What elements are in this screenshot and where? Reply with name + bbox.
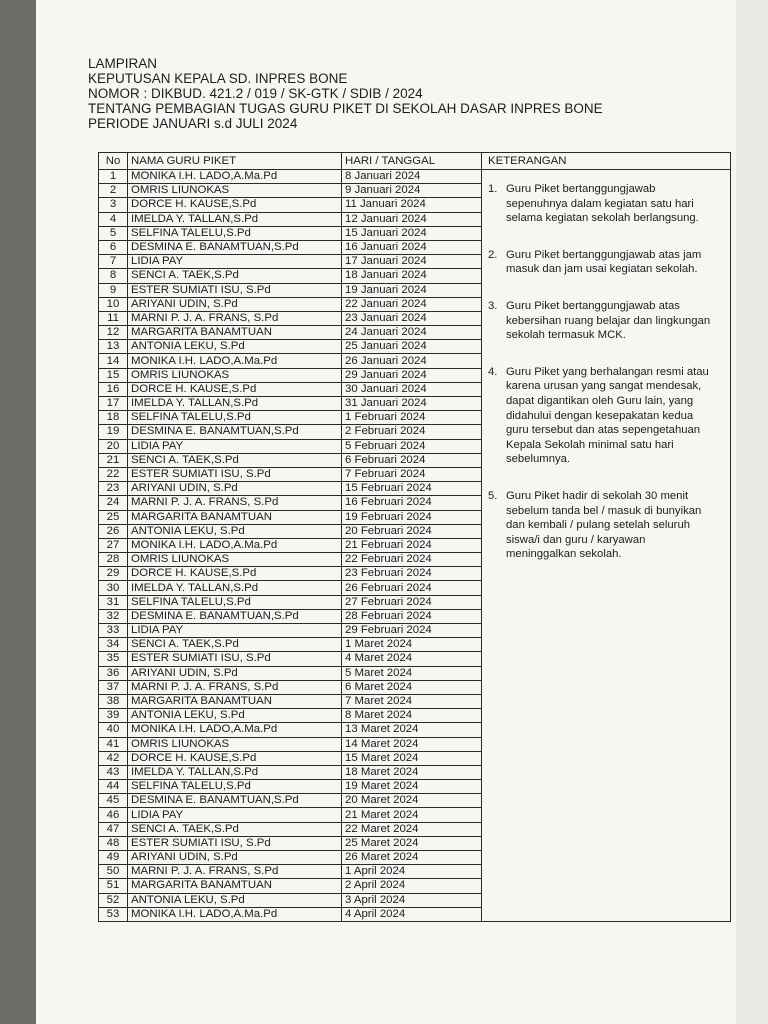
cell-nama: MONIKA I.H. LADO,A.Ma.Pd	[128, 723, 342, 737]
cell-nama: IMELDA Y. TALLAN,S.Pd	[128, 397, 342, 411]
cell-nama: MONIKA I.H. LADO,A.Ma.Pd	[128, 170, 342, 184]
cell-nama: ESTER SUMIATI ISU, S.Pd	[128, 652, 342, 666]
keterangan-number: 2.	[488, 248, 498, 261]
cell-no: 39	[99, 709, 128, 723]
document-header	[88, 56, 728, 131]
cell-tanggal: 22 Februari 2024	[342, 553, 482, 567]
cell-no: 53	[99, 907, 128, 921]
cell-tanggal: 2 Februari 2024	[342, 425, 482, 439]
cell-no: 21	[99, 453, 128, 467]
cell-nama: MARGARITA BANAMTUAN	[128, 694, 342, 708]
cell-nama: DORCE H. KAUSE,S.Pd	[128, 198, 342, 212]
cell-tanggal: 26 Februari 2024	[342, 581, 482, 595]
cell-nama: SELFINA TALELU,S.Pd	[128, 595, 342, 609]
header-keputusan: KEPUTUSAN KEPALA SD. INPRES BONE	[88, 71, 348, 86]
keterangan-text: Guru Piket hadir di sekolah 30 menit sebelum tanda bel / masuk di bunyikan dan kembali / pulang setelah seluruh siswa/i dan guru / karyawan meninggalkan sekolah.	[506, 489, 702, 561]
cell-no: 19	[99, 425, 128, 439]
cell-no: 14	[99, 354, 128, 368]
cell-nama: SENCI A. TAEK,S.Pd	[128, 822, 342, 836]
cell-no: 16	[99, 382, 128, 396]
cell-no: 4	[99, 212, 128, 226]
schedule-table	[98, 152, 731, 922]
cell-no: 28	[99, 553, 128, 567]
cell-tanggal: 7 Februari 2024	[342, 467, 482, 481]
cell-nama: OMRIS LIUNOKAS	[128, 553, 342, 567]
keterangan-text: Guru Piket bertanggungjawab atas jam masuk dan jam usai kegiatan sekolah.	[506, 248, 702, 276]
cell-no: 22	[99, 467, 128, 481]
keterangan-text: Guru Piket bertanggungjawab sepenuhnya dalam kegiatan satu hari selama kegiatan sekolah berlangsung.	[506, 183, 699, 225]
cell-no: 8	[99, 269, 128, 283]
cell-tanggal: 5 Februari 2024	[342, 439, 482, 453]
cell-nama: SENCI A. TAEK,S.Pd	[128, 638, 342, 652]
cell-no: 38	[99, 694, 128, 708]
cell-tanggal: 26 Maret 2024	[342, 851, 482, 865]
cell-no: 47	[99, 822, 128, 836]
cell-no: 15	[99, 368, 128, 382]
cell-nama: OMRIS LIUNOKAS	[128, 184, 342, 198]
cell-tanggal: 4 Maret 2024	[342, 652, 482, 666]
keterangan-text: Guru Piket yang berhalangan resmi atau karena urusan yang sangat mendesak, dapat digantikan oleh Guru lain, yang didahului dengan kesepakatan kedua guru tersebut dan atas sepengetahuan Kepala Sekolah minimal satu hari sebelumnya.	[506, 365, 709, 466]
cell-no: 40	[99, 723, 128, 737]
cell-tanggal: 26 Januari 2024	[342, 354, 482, 368]
cell-no: 20	[99, 439, 128, 453]
cell-nama: MARGARITA BANAMTUAN	[128, 326, 342, 340]
keterangan-item	[488, 248, 724, 277]
cell-nama: DESMINA E. BANAMTUAN,S.Pd	[128, 794, 342, 808]
cell-nama: LIDIA PAY	[128, 439, 342, 453]
keterangan-number: 1.	[488, 183, 498, 195]
header-lampiran: LAMPIRAN	[88, 56, 158, 71]
cell-nama: DORCE H. KAUSE,S.Pd	[128, 751, 342, 765]
cell-no: 44	[99, 780, 128, 794]
cell-no: 31	[99, 595, 128, 609]
cell-nama: IMELDA Y. TALLAN,S.Pd	[128, 212, 342, 226]
cell-tanggal: 29 Februari 2024	[342, 624, 482, 638]
cell-tanggal: 12 Januari 2024	[342, 212, 482, 226]
cell-nama: ARIYANI UDIN, S.Pd	[128, 297, 342, 311]
cell-no: 43	[99, 765, 128, 779]
cell-no: 33	[99, 624, 128, 638]
cell-tanggal: 1 Februari 2024	[342, 411, 482, 425]
cell-no: 6	[99, 240, 128, 254]
schedule-table-body	[99, 170, 731, 922]
cell-nama: SENCI A. TAEK,S.Pd	[128, 453, 342, 467]
cell-tanggal: 24 Januari 2024	[342, 326, 482, 340]
cell-no: 32	[99, 609, 128, 623]
cell-nama: SENCI A. TAEK,S.Pd	[128, 269, 342, 283]
header-tentang: TENTANG PEMBAGIAN TUGAS GURU PIKET DI SEKOLAH DASAR INPRES BONE	[88, 101, 603, 116]
cell-tanggal: 15 Februari 2024	[342, 482, 482, 496]
cell-tanggal: 8 Januari 2024	[342, 170, 482, 184]
cell-nama: ANTONIA LEKU, S.Pd	[128, 709, 342, 723]
cell-tanggal: 18 Januari 2024	[342, 269, 482, 283]
cell-tanggal: 27 Februari 2024	[342, 595, 482, 609]
cell-tanggal: 1 April 2024	[342, 865, 482, 879]
cell-tanggal: 9 Januari 2024	[342, 184, 482, 198]
cell-tanggal: 20 Februari 2024	[342, 524, 482, 538]
cell-no: 18	[99, 411, 128, 425]
keterangan-list	[488, 182, 724, 562]
cell-no: 25	[99, 510, 128, 524]
cell-no: 29	[99, 567, 128, 581]
cell-nama: LIDIA PAY	[128, 624, 342, 638]
cell-nama: OMRIS LIUNOKAS	[128, 368, 342, 382]
cell-tanggal: 6 Maret 2024	[342, 680, 482, 694]
cell-no: 7	[99, 255, 128, 269]
cell-tanggal: 13 Maret 2024	[342, 723, 482, 737]
cell-no: 51	[99, 879, 128, 893]
table-row	[99, 170, 731, 184]
cell-nama: LIDIA PAY	[128, 808, 342, 822]
cell-no: 1	[99, 170, 128, 184]
cell-tanggal: 1 Maret 2024	[342, 638, 482, 652]
cell-no: 23	[99, 482, 128, 496]
cell-tanggal: 25 Januari 2024	[342, 340, 482, 354]
keterangan-number: 5.	[488, 489, 498, 502]
cell-tanggal: 23 Februari 2024	[342, 567, 482, 581]
cell-no: 3	[99, 198, 128, 212]
cell-nama: DESMINA E. BANAMTUAN,S.Pd	[128, 425, 342, 439]
cell-tanggal: 6 Februari 2024	[342, 453, 482, 467]
cell-no: 12	[99, 326, 128, 340]
cell-nama: MARNI P. J. A. FRANS, S.Pd	[128, 311, 342, 325]
cell-nama: IMELDA Y. TALLAN,S.Pd	[128, 581, 342, 595]
cell-tanggal: 4 April 2024	[342, 907, 482, 921]
cell-no: 26	[99, 524, 128, 538]
cell-no: 11	[99, 311, 128, 325]
cell-tanggal: 19 Maret 2024	[342, 780, 482, 794]
column-header-no: No	[99, 153, 128, 170]
header-periode: PERIODE JANUARI s.d JULI 2024	[88, 116, 298, 131]
cell-nama: SELFINA TALELU,S.Pd	[128, 411, 342, 425]
cell-nama: MONIKA I.H. LADO,A.Ma.Pd	[128, 907, 342, 921]
cell-tanggal: 19 Januari 2024	[342, 283, 482, 297]
cell-nama: MONIKA I.H. LADO,A.Ma.Pd	[128, 354, 342, 368]
cell-tanggal: 11 Januari 2024	[342, 198, 482, 212]
keterangan-text: Guru Piket bertanggungjawab atas kebersihan ruang belajar dan lingkungan sekolah termasuk MCK.	[506, 299, 711, 342]
cell-nama: ARIYANI UDIN, S.Pd	[128, 851, 342, 865]
cell-tanggal: 7 Maret 2024	[342, 694, 482, 708]
keterangan-item	[488, 489, 724, 562]
cell-tanggal: 21 Februari 2024	[342, 538, 482, 552]
keterangan-cell	[482, 170, 731, 922]
column-header-nama: NAMA GURU PIKET	[128, 153, 342, 170]
cell-nama: ANTONIA LEKU, S.Pd	[128, 524, 342, 538]
background-left	[0, 0, 40, 1024]
cell-no: 42	[99, 751, 128, 765]
cell-nama: MONIKA I.H. LADO,A.Ma.Pd	[128, 538, 342, 552]
cell-no: 34	[99, 638, 128, 652]
cell-tanggal: 30 Januari 2024	[342, 382, 482, 396]
cell-tanggal: 15 Januari 2024	[342, 226, 482, 240]
cell-tanggal: 17 Januari 2024	[342, 255, 482, 269]
cell-tanggal: 28 Februari 2024	[342, 609, 482, 623]
cell-no: 2	[99, 184, 128, 198]
cell-tanggal: 29 Januari 2024	[342, 368, 482, 382]
cell-nama: SELFINA TALELU,S.Pd	[128, 226, 342, 240]
cell-tanggal: 18 Maret 2024	[342, 765, 482, 779]
cell-no: 52	[99, 893, 128, 907]
cell-no: 36	[99, 666, 128, 680]
cell-no: 41	[99, 737, 128, 751]
cell-no: 30	[99, 581, 128, 595]
cell-nama: MARGARITA BANAMTUAN	[128, 879, 342, 893]
cell-nama: ESTER SUMIATI ISU, S.Pd	[128, 836, 342, 850]
cell-tanggal: 15 Maret 2024	[342, 751, 482, 765]
table-header-row	[99, 153, 731, 170]
cell-tanggal: 23 Januari 2024	[342, 311, 482, 325]
cell-tanggal: 5 Maret 2024	[342, 666, 482, 680]
cell-nama: ARIYANI UDIN, S.Pd	[128, 666, 342, 680]
cell-nama: MARNI P. J. A. FRANS, S.Pd	[128, 865, 342, 879]
cell-tanggal: 25 Maret 2024	[342, 836, 482, 850]
cell-nama: ARIYANI UDIN, S.Pd	[128, 482, 342, 496]
cell-no: 50	[99, 865, 128, 879]
cell-tanggal: 22 Maret 2024	[342, 822, 482, 836]
cell-no: 17	[99, 397, 128, 411]
column-header-tanggal: HARI / TANGGAL	[342, 153, 482, 170]
cell-no: 24	[99, 496, 128, 510]
cell-nama: MARGARITA BANAMTUAN	[128, 510, 342, 524]
cell-no: 49	[99, 851, 128, 865]
cell-tanggal: 21 Maret 2024	[342, 808, 482, 822]
keterangan-item	[488, 365, 724, 467]
cell-nama: ANTONIA LEKU, S.Pd	[128, 893, 342, 907]
cell-nama: DESMINA E. BANAMTUAN,S.Pd	[128, 609, 342, 623]
cell-no: 45	[99, 794, 128, 808]
cell-tanggal: 8 Maret 2024	[342, 709, 482, 723]
cell-tanggal: 16 Februari 2024	[342, 496, 482, 510]
keterangan-item	[488, 182, 724, 226]
cell-tanggal: 22 Januari 2024	[342, 297, 482, 311]
cell-no: 27	[99, 538, 128, 552]
column-header-keterangan: KETERANGAN	[482, 153, 731, 170]
cell-no: 13	[99, 340, 128, 354]
cell-nama: LIDIA PAY	[128, 255, 342, 269]
cell-tanggal: 31 Januari 2024	[342, 397, 482, 411]
cell-tanggal: 19 Februari 2024	[342, 510, 482, 524]
cell-nama: ESTER SUMIATI ISU, S.Pd	[128, 467, 342, 481]
cell-tanggal: 2 April 2024	[342, 879, 482, 893]
cell-nama: DORCE H. KAUSE,S.Pd	[128, 567, 342, 581]
cell-no: 5	[99, 226, 128, 240]
cell-tanggal: 3 April 2024	[342, 893, 482, 907]
cell-nama: DORCE H. KAUSE,S.Pd	[128, 382, 342, 396]
cell-nama: MARNI P. J. A. FRANS, S.Pd	[128, 496, 342, 510]
keterangan-item	[488, 299, 724, 343]
cell-tanggal: 20 Maret 2024	[342, 794, 482, 808]
cell-nama: SELFINA TALELU,S.Pd	[128, 780, 342, 794]
keterangan-number: 3.	[488, 299, 498, 312]
cell-no: 46	[99, 808, 128, 822]
cell-no: 35	[99, 652, 128, 666]
cell-nama: ANTONIA LEKU, S.Pd	[128, 340, 342, 354]
cell-nama: DESMINA E. BANAMTUAN,S.Pd	[128, 240, 342, 254]
cell-tanggal: 16 Januari 2024	[342, 240, 482, 254]
cell-nama: MARNI P. J. A. FRANS, S.Pd	[128, 680, 342, 694]
cell-nama: IMELDA Y. TALLAN,S.Pd	[128, 765, 342, 779]
cell-no: 48	[99, 836, 128, 850]
cell-no: 37	[99, 680, 128, 694]
cell-nama: ESTER SUMIATI ISU, S.Pd	[128, 283, 342, 297]
keterangan-number: 4.	[488, 365, 498, 378]
cell-no: 10	[99, 297, 128, 311]
cell-tanggal: 14 Maret 2024	[342, 737, 482, 751]
cell-nama: OMRIS LIUNOKAS	[128, 737, 342, 751]
header-nomor: NOMOR : DIKBUD. 421.2 / 019 / SK-GTK / SDIB / 2024	[88, 86, 423, 101]
cell-no: 9	[99, 283, 128, 297]
